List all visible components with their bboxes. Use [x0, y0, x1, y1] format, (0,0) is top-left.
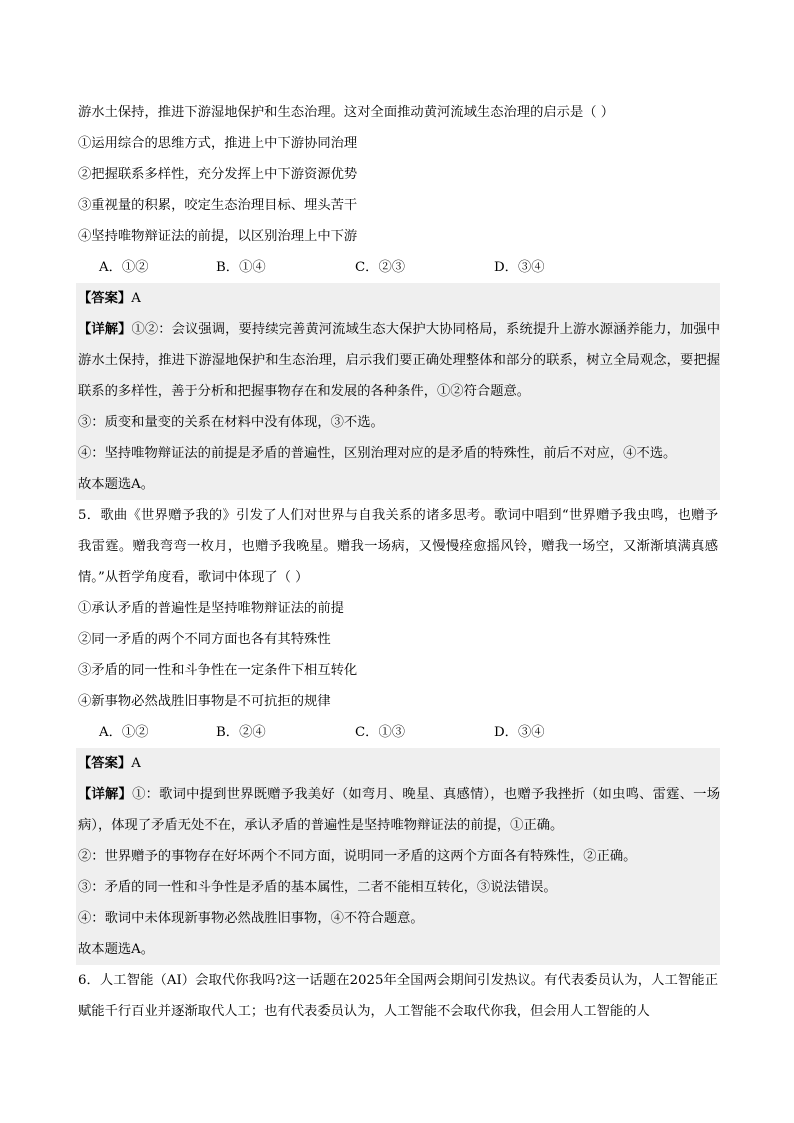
detail-label: 【详解】	[78, 787, 133, 802]
q4-detail-2: ③：质变和量变的关系在材料中没有体现，③不选。	[78, 415, 384, 430]
q4-item-2: ②把握联系多样性，充分发挥上中下游资源优势	[78, 167, 358, 182]
detail-label: 【详解】	[78, 322, 132, 337]
detail-text: ①：歌词中提到世界既赠予我美好（如弯月、晚星、真感情），也赠予我挫折（如虫鸣、雷霆、一场病），体现了矛盾无处不在，承认矛盾的普遍性是坚持唯物辩证法的前提，①正确。	[78, 787, 720, 833]
answer-label: 【答案】	[78, 291, 132, 306]
q5-item-4: ④新事物必然战胜旧事物是不可抗拒的规律	[78, 694, 331, 709]
detail-text: ①②：会议强调，要持续完善黄河流域生态大保护大协同格局，系统提升上游水源涵养能力，加强中游水土保持，推进下游湿地保护和生态治理，启示我们要正确处理整体和部分的联系，树立全局观念，要把握联系的多样性，善于分析和把握事物存在和发展的各种条件，①②符合题意。	[78, 322, 721, 399]
q4-item-1: ①运用综合的思维方式，推进上中下游协同治理	[78, 136, 358, 151]
answer-value: A	[131, 756, 141, 771]
q5-detail-4: ④：歌词中未体现新事物必然战胜旧事物，④不符合题意。	[78, 911, 424, 926]
q4-item-3: ③重视量的积累，咬定生态治理目标、埋头苦干	[78, 198, 358, 213]
q4-item-4: ④坚持唯物辩证法的前提，以区别治理上中下游	[78, 229, 358, 244]
q5-item-3: ③矛盾的同一性和斗争性在一定条件下相互转化	[78, 663, 358, 678]
q5-stem: 5．歌曲《世界赠予我的》引发了人们对世界与自我关系的诸多思考。歌词中唱到“世界赠予我虫鸣，也赠予我雷霆。赠我弯弯一枚月，也赠予我晚星。赠我一场病，又慢慢痊愈摇风铃，赠我一场空，又渐渐填满真感情。”从哲学角度看，歌词中体现了（ ）	[78, 508, 718, 585]
q4-option-c: C．②③	[355, 260, 406, 275]
answer-value: A	[131, 291, 141, 306]
q4-answer-box	[76, 283, 720, 500]
q5-options	[78, 717, 718, 748]
q4-stem-tail: 游水土保持，推进下游湿地保护和生态治理。这对全面推动黄河流域生态治理的启示是（ ）	[78, 105, 615, 120]
q6-stem: 6．人工智能（AI）会取代你我吗?这一话题在2025年全国两会期间引发热议。有代表委员认为，人工智能正赋能千行百业并逐渐取代人工；也有代表委员认为，人工智能不会取代你我，但会用人工智能的人	[78, 973, 718, 1019]
q5-detail-1	[78, 779, 720, 841]
q4-option-b: B．①④	[216, 260, 266, 275]
q5-option-a: A．①②	[99, 725, 149, 740]
content	[78, 97, 721, 1027]
answer-label: 【答案】	[78, 756, 132, 771]
q4-detail-3: ④：坚持唯物辩证法的前提是矛盾的普遍性，区别治理对应的是矛盾的特殊性，前后不对应，④不选。	[78, 446, 677, 461]
q5-option-c: C．①③	[355, 725, 406, 740]
q5-item-1: ①承认矛盾的普遍性是坚持唯物辩证法的前提	[78, 601, 344, 616]
q4-option-a: A．①②	[99, 260, 149, 275]
q5-conclusion: 故本题选A。	[78, 942, 155, 957]
q5-item-2: ②同一矛盾的两个不同方面也各有其特殊性	[78, 632, 331, 647]
q4-answer	[78, 283, 720, 314]
q5-answer-box	[76, 748, 720, 965]
q5-detail-2: ②：世界赠予的事物存在好坏两个不同方面，说明同一矛盾的这两个方面各有特殊性，②正确。	[78, 849, 637, 864]
q5-option-d: D．③④	[494, 725, 545, 740]
q5-detail-3: ③：矛盾的同一性和斗争性是矛盾的基本属性，二者不能相互转化，③说法错误。	[78, 880, 557, 895]
q4-conclusion: 故本题选A。	[78, 477, 155, 492]
q5-option-b: B．②④	[216, 725, 266, 740]
q4-options	[78, 252, 718, 283]
q4-option-d: D．③④	[494, 260, 545, 275]
q5-answer	[78, 748, 720, 779]
q4-detail-1	[78, 314, 720, 407]
